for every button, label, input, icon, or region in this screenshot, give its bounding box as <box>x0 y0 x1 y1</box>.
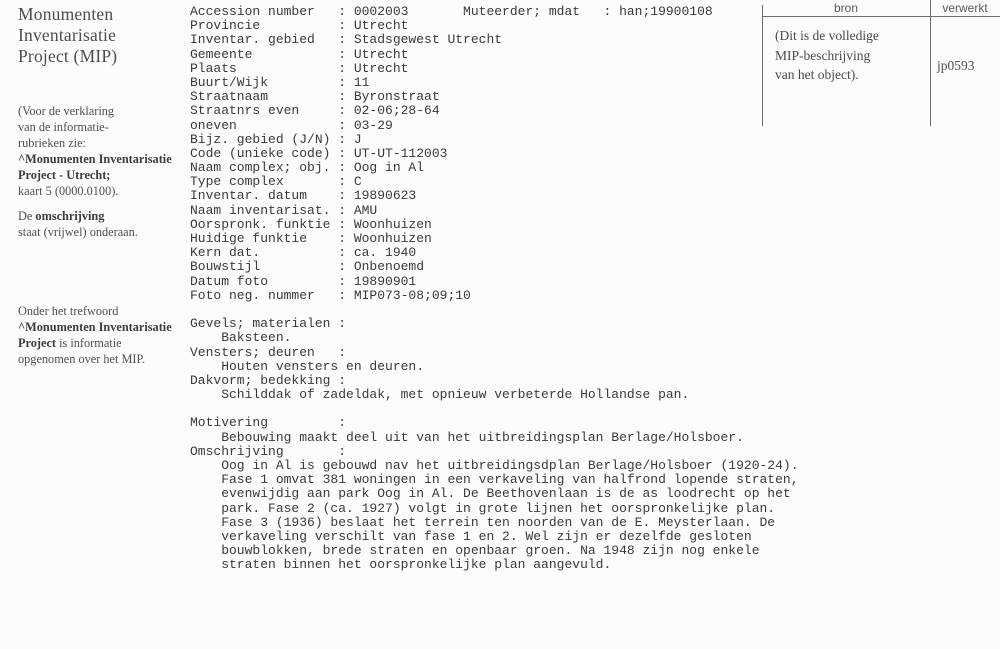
note-line: rubrieken zie: <box>18 136 86 150</box>
panel-left-border <box>762 5 763 126</box>
record-section-text: bouwblokken, brede straten en openbaar groen. Na 1948 zijn nog enkele <box>190 543 760 559</box>
sidebar-note-omschrijving <box>18 208 138 240</box>
page-title-line: Project (MIP) <box>18 46 118 66</box>
record-field: Gemeente : Utrecht <box>190 46 409 62</box>
note-line: staat (vrijwel) onderaan. <box>18 225 138 239</box>
record-field: Provincie : Utrecht <box>190 18 409 34</box>
record-blank-line <box>190 402 799 416</box>
record-field: Straatnrs even : 02-06;28-64 <box>190 103 440 119</box>
record-section-text: Houten vensters en deuren. <box>190 358 425 374</box>
record-field: Code (unieke code) : UT-UT-112003 <box>190 145 448 161</box>
record-section-text: Schilddak of zadeldak, met opnieuw verbeterde Hollandse pan. <box>190 387 690 403</box>
record-field: Plaats : Utrecht <box>190 60 409 76</box>
record-section-text: evenwijdig aan park Oog in Al. De Beethovenlaan is de as loodrecht op het <box>190 486 791 502</box>
panel-column-divider <box>930 0 931 126</box>
note-text-bold: omschrijving <box>35 209 105 223</box>
record-field: Bijz. gebied (J/N) : J <box>190 131 362 147</box>
note-line: van de informatie- <box>18 120 109 134</box>
note-line: ^Monumenten Inventarisatie <box>18 320 172 334</box>
note-line: (Voor de verklaring <box>18 104 115 118</box>
note-line <box>18 208 138 224</box>
record-section-text: Fase 3 (1936) beslaat het terrein ten noorden van de E. Meysterlaan. De <box>190 514 776 530</box>
record-section-label: Vensters; deuren : <box>190 344 347 360</box>
note-text: is informatie <box>56 336 122 350</box>
note-line: opgenomen over het MIP. <box>18 352 146 366</box>
record-section-label: Motivering : <box>190 415 347 431</box>
note-line: kaart 5 (0000.0100). <box>18 184 119 198</box>
record-section-text: Baksteen. <box>190 330 292 346</box>
record-field: Type complex : C <box>190 174 362 190</box>
record-form <box>190 5 799 573</box>
record-section-text: Oog in Al is gebouwd nav het uitbreidingsdplan Berlage/Holsboer (1920-24). <box>190 458 799 473</box>
bron-note-line: van het object). <box>775 67 859 82</box>
page-title-line: Inventarisatie <box>18 25 117 45</box>
record-section-text: straten binnen het oorspronkelijke plan aangevuld. <box>190 557 612 573</box>
page-title-line: Monumenten <box>18 4 114 24</box>
bron-note-line: (Dit is de volledige <box>775 28 879 43</box>
record-field: Foto neg. nummer : MIP073-08;09;10 <box>190 287 471 303</box>
record-blank-line <box>190 303 799 317</box>
record-section-label: Omschrijving : <box>190 443 347 459</box>
record-field: Kern dat. : ca. 1940 <box>190 245 417 261</box>
verwerkt-column-header: verwerkt <box>942 1 988 15</box>
record-section-text: Fase 1 omvat 381 woningen in een verkaveling van halfrond lopende straten, <box>190 472 799 488</box>
note-line: ^Monumenten Inventarisatie <box>18 152 172 166</box>
record-section-text: park. Fase 2 (ca. 1927) volgt in grote lijnen het oorspronkelijke plan. <box>190 500 776 516</box>
bron-note-line: MIP-beschrijving <box>775 47 871 63</box>
record-section-text: verkaveling verschilt van fase 1 en 2. Wel zijn er dezelfde gesloten <box>190 528 752 544</box>
record-field: Bouwstijl : Onbenoemd <box>190 259 425 275</box>
sidebar-note-reference <box>18 103 172 199</box>
record-field: Accession number : 0002003 Muteerder; mdat : han;19900108 <box>190 4 713 19</box>
record-field: Datum foto : 19890901 <box>190 273 417 289</box>
record-section-label: Gevels; materialen : <box>190 316 347 332</box>
record-field: Straatnaam : Byronstraat <box>190 89 440 105</box>
note-line <box>18 335 172 351</box>
note-line: Onder het trefwoord <box>18 304 119 318</box>
processing-panel <box>762 0 1000 130</box>
bron-column-header: bron <box>833 1 859 15</box>
record-field: Naam inventarisat. : AMU <box>190 202 378 218</box>
page-title <box>18 4 117 67</box>
note-line: Project - Utrecht; <box>18 168 111 182</box>
record-section-text: Bebouwing maakt deel uit van het uitbreidingsplan Berlage/Holsboer. <box>190 429 744 445</box>
record-field: Inventar. datum : 19890623 <box>190 188 417 204</box>
record-field: Oorspronk. funktie : Woonhuizen <box>190 216 432 232</box>
bron-note <box>775 26 879 85</box>
record-field: Huidige funktie : Woonhuizen <box>190 231 432 246</box>
record-field: oneven : 03-29 <box>190 117 393 133</box>
record-section-label: Dakvorm; bedekking : <box>190 372 347 388</box>
record-field: Buurt/Wijk : 11 <box>190 74 370 90</box>
sidebar-note-trefwoord <box>18 303 172 367</box>
record-field: Inventar. gebied : Stadsgewest Utrecht <box>190 32 503 48</box>
record-field: Naam complex; obj. : Oog in Al <box>190 160 425 176</box>
verwerkt-value: jp0593 <box>937 58 975 73</box>
panel-header-divider <box>762 16 1000 17</box>
record-lines <box>190 5 799 573</box>
note-text-bold: Project <box>18 336 57 350</box>
note-text: De <box>18 209 36 223</box>
